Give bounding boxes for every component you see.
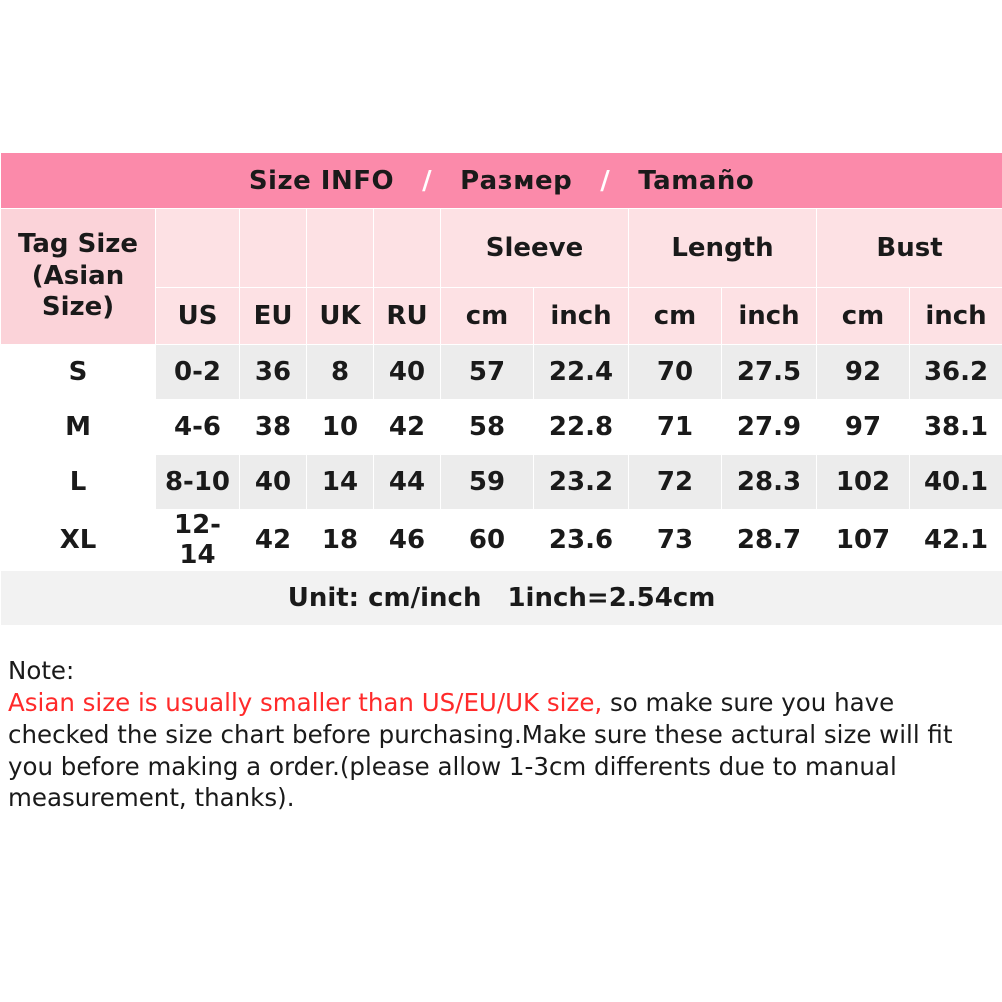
cell-bust-cm: 97 <box>817 400 910 455</box>
cell-uk: 10 <box>307 400 374 455</box>
cell-sleeve-cm: 59 <box>441 455 534 510</box>
title-segment-en: Size INFO <box>248 165 395 196</box>
cell-length-inch: 28.7 <box>722 510 817 571</box>
cell-eu: 38 <box>240 400 307 455</box>
note-rest-text: so make sure you have checked the size chart before purchasing.Make sure these actural size will fit you before making a order.(please allow 1-3cm differents due to manual measurement, thanks). <box>8 687 953 813</box>
cell-ru: 40 <box>374 345 441 400</box>
header-spacer-uk <box>307 209 374 288</box>
title-segment-es: Tamaño <box>638 165 755 196</box>
tag-size-line-3: Size) <box>41 292 115 323</box>
header-spacer-ru <box>374 209 441 288</box>
cell-sleeve-cm: 57 <box>441 345 534 400</box>
cell-bust-inch: 36.2 <box>910 345 1002 400</box>
cell-sleeve-inch: 22.8 <box>534 400 629 455</box>
size-info-table <box>0 152 1002 626</box>
header-spacer-us <box>156 209 240 288</box>
table-row <box>1 510 1002 571</box>
title-cell <box>1 153 1002 209</box>
cell-length-inch: 27.9 <box>722 400 817 455</box>
header-group-length: Length <box>629 209 817 288</box>
cell-bust-inch: 40.1 <box>910 455 1002 510</box>
header-uk: UK <box>307 288 374 345</box>
cell-bust-cm: 102 <box>817 455 910 510</box>
cell-size: S <box>1 345 156 400</box>
cell-sleeve-cm: 60 <box>441 510 534 571</box>
cell-sleeve-inch: 23.6 <box>534 510 629 571</box>
cell-eu: 36 <box>240 345 307 400</box>
tag-size-line-1: Tag Size <box>18 228 138 259</box>
title-separator-2: / <box>600 165 611 196</box>
header-bust-cm: cm <box>817 288 910 345</box>
size-chart <box>0 152 1002 626</box>
cell-bust-inch: 38.1 <box>910 400 1002 455</box>
header-row-groups <box>1 209 1002 288</box>
table-row <box>1 345 1002 400</box>
header-spacer-eu <box>240 209 307 288</box>
title-separator-1: / <box>422 165 433 196</box>
note-label: Note: <box>8 656 75 685</box>
cell-us: 8-10 <box>156 455 240 510</box>
cell-sleeve-cm: 58 <box>441 400 534 455</box>
header-bust-inch: inch <box>910 288 1002 345</box>
cell-us: 12-14 <box>156 510 240 571</box>
cell-uk: 8 <box>307 345 374 400</box>
cell-eu: 40 <box>240 455 307 510</box>
header-eu: EU <box>240 288 307 345</box>
cell-size: XL <box>1 510 156 571</box>
cell-uk: 18 <box>307 510 374 571</box>
cell-us: 4-6 <box>156 400 240 455</box>
title-segment-ru: Размер <box>460 165 573 196</box>
header-sleeve-cm: cm <box>441 288 534 345</box>
cell-length-cm: 70 <box>629 345 722 400</box>
cell-bust-cm: 107 <box>817 510 910 571</box>
cell-us: 0-2 <box>156 345 240 400</box>
cell-length-cm: 73 <box>629 510 722 571</box>
cell-bust-inch: 42.1 <box>910 510 1002 571</box>
cell-length-cm: 72 <box>629 455 722 510</box>
cell-sleeve-inch: 22.4 <box>534 345 629 400</box>
cell-size: M <box>1 400 156 455</box>
header-ru: RU <box>374 288 441 345</box>
cell-length-inch: 27.5 <box>722 345 817 400</box>
cell-ru: 42 <box>374 400 441 455</box>
header-sleeve-inch: inch <box>534 288 629 345</box>
unit-note-right: 1inch=2.54cm <box>507 583 716 613</box>
cell-uk: 14 <box>307 455 374 510</box>
header-tag-size <box>1 209 156 345</box>
cell-bust-cm: 92 <box>817 345 910 400</box>
tag-size-line-2: (Asian <box>31 260 125 291</box>
note-red-text: Asian size is usually smaller than US/EU/UK size, <box>8 687 603 717</box>
note-block <box>8 655 994 814</box>
header-group-bust: Bust <box>817 209 1002 288</box>
table-row <box>1 400 1002 455</box>
header-length-cm: cm <box>629 288 722 345</box>
table-row <box>1 455 1002 510</box>
cell-length-cm: 71 <box>629 400 722 455</box>
header-group-sleeve: Sleeve <box>441 209 629 288</box>
header-us: US <box>156 288 240 345</box>
cell-ru: 44 <box>374 455 441 510</box>
unit-note-cell <box>1 571 1002 626</box>
cell-size: L <box>1 455 156 510</box>
title-row <box>1 153 1002 209</box>
cell-length-inch: 28.3 <box>722 455 817 510</box>
cell-ru: 46 <box>374 510 441 571</box>
header-length-inch: inch <box>722 288 817 345</box>
unit-note-left: Unit: cm/inch <box>287 583 482 613</box>
cell-eu: 42 <box>240 510 307 571</box>
cell-sleeve-inch: 23.2 <box>534 455 629 510</box>
unit-note-row <box>1 571 1002 626</box>
note-text <box>8 687 994 814</box>
